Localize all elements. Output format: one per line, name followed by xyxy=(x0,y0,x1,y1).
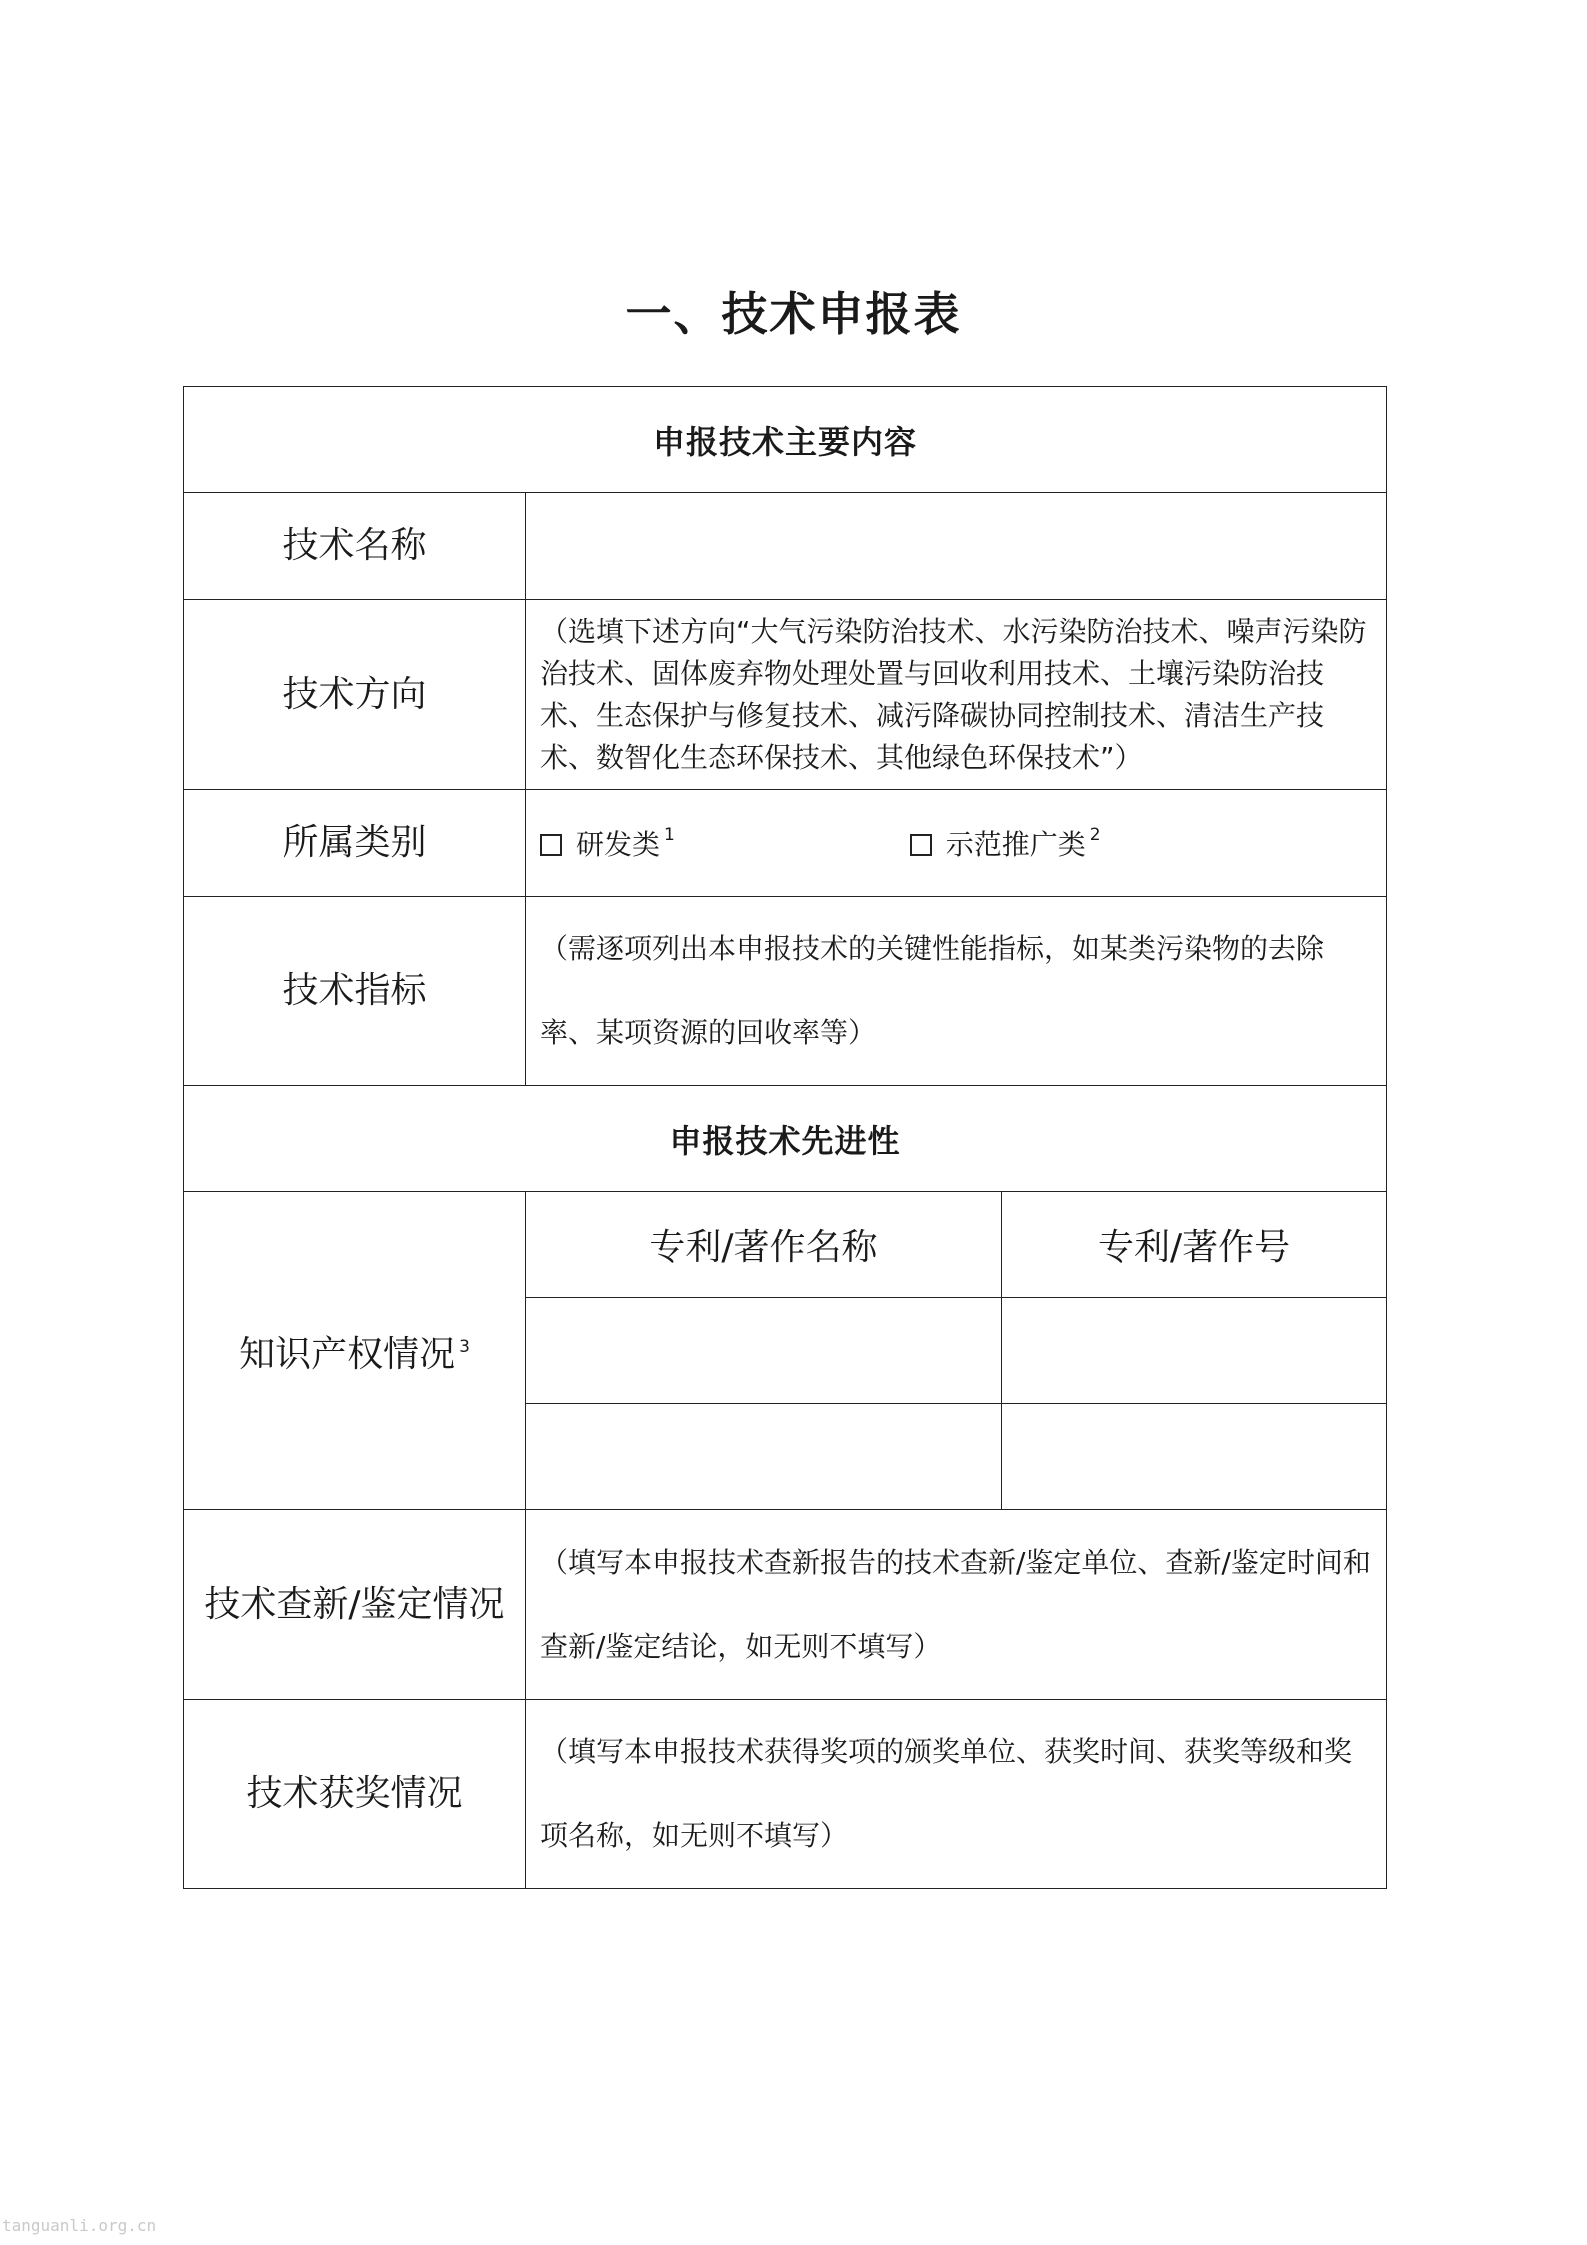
category-options xyxy=(526,790,1387,897)
section-header-advancement: 申报技术先进性 xyxy=(184,1086,1387,1192)
awards-label: 技术获奖情况 xyxy=(184,1700,526,1889)
tech-name-label: 技术名称 xyxy=(184,493,526,600)
novelty-field[interactable]: （填写本申报技术查新报告的技术查新/鉴定单位、查新/鉴定时间和查新/鉴定结论，如无则不填写） xyxy=(526,1510,1387,1700)
tech-indicators-field[interactable]: （需逐项列出本申报技术的关键性能指标，如某类污染物的去除率、某项资源的回收率等） xyxy=(526,897,1387,1086)
category-option-demo-label: 示范推广类 xyxy=(945,828,1086,861)
novelty-label: 技术查新/鉴定情况 xyxy=(184,1510,526,1700)
category-option-demo[interactable] xyxy=(910,823,1101,863)
row-awards xyxy=(184,1700,1387,1889)
awards-field[interactable]: （填写本申报技术获得奖项的颁奖单位、获奖时间、获奖等级和奖项名称，如无则不填写） xyxy=(526,1700,1387,1889)
row-tech-direction xyxy=(184,600,1387,790)
ip-entry-number-field[interactable] xyxy=(1002,1404,1387,1510)
ip-entry-number-field[interactable] xyxy=(1002,1298,1387,1404)
watermark: tanguanli.org.cn xyxy=(2,2216,157,2235)
tech-direction-label: 技术方向 xyxy=(184,600,526,790)
tech-indicators-label: 技术指标 xyxy=(184,897,526,1086)
category-label: 所属类别 xyxy=(184,790,526,897)
page-title: 一、技术申报表 xyxy=(625,287,962,341)
category-option-rd-label: 研发类 xyxy=(576,828,661,861)
footnote-marker: 1 xyxy=(664,825,675,845)
ip-entry-name-field[interactable] xyxy=(526,1404,1002,1510)
category-option-rd[interactable] xyxy=(540,823,675,863)
row-tech-indicators xyxy=(184,897,1387,1086)
section-row-main-content xyxy=(184,387,1387,493)
ip-col-number-header: 专利/著作号 xyxy=(1002,1192,1387,1298)
tech-name-field[interactable] xyxy=(526,493,1387,600)
section-row-advancement xyxy=(184,1086,1387,1192)
ip-label-text: 知识产权情况 xyxy=(239,1333,456,1375)
footnote-marker: 3 xyxy=(459,1336,470,1357)
section-header-main-content: 申报技术主要内容 xyxy=(184,387,1387,493)
application-form-table xyxy=(183,386,1387,1889)
row-tech-name xyxy=(184,493,1387,600)
row-ip-header xyxy=(184,1192,1387,1298)
ip-entry-name-field[interactable] xyxy=(526,1298,1002,1404)
row-category xyxy=(184,790,1387,897)
row-novelty xyxy=(184,1510,1387,1700)
ip-col-name-header: 专利/著作名称 xyxy=(526,1192,1002,1298)
footnote-marker: 2 xyxy=(1089,825,1101,845)
tech-direction-field[interactable]: （选填下述方向“大气污染防治技术、水污染防治技术、噪声污染防治技术、固体废弃物处理处置与回收利用技术、土壤污染防治技术、生态保护与修复技术、减污降碳协同控制技术、清洁生产技术、数智化生态环保技术、其他绿色环保技术”） xyxy=(526,600,1387,790)
checkbox-icon[interactable] xyxy=(910,834,932,856)
checkbox-icon[interactable] xyxy=(540,834,562,856)
ip-label xyxy=(184,1192,526,1510)
